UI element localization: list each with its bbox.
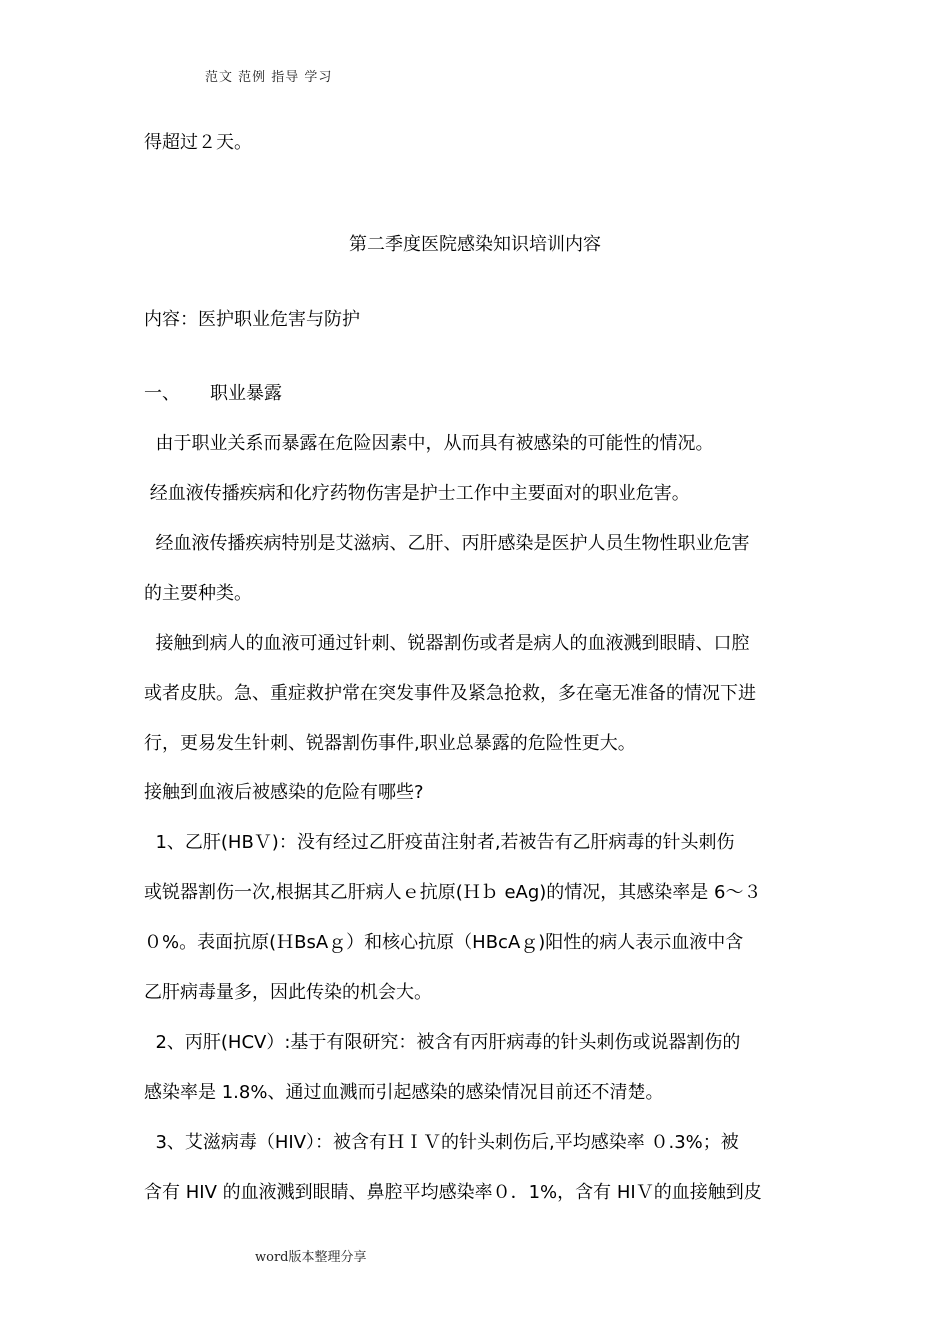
paragraph-line: 3、艾滋病毒（HIV）：被含有ＨＩＶ的针头刺伤后,平均感染率 ０.3%；被 — [144, 1132, 739, 1153]
content-line: 内容：医护职业危害与防护 — [144, 309, 360, 330]
paragraph-line: 经血液传播疾病特别是艾滋病、乙肝、丙肝感染是医护人员生物性职业危害 — [144, 533, 750, 554]
paragraph-line: 由于职业关系而暴露在危险因素中，从而具有被感染的可能性的情况。 — [144, 433, 714, 454]
paragraph-line: 或锐器割伤一次,根据其乙肝病人ｅ抗原(Ｈｂ eAg)的情况，其感染率是 6～３ — [144, 882, 762, 903]
paragraph-line: 接触到病人的血液可通过针刺、锐器割伤或者是病人的血液溅到眼睛、口腔 — [144, 633, 750, 654]
page-header: 范文 范例 指导 学习 — [205, 70, 333, 85]
paragraph-line: 乙肝病毒量多，因此传染的机会大。 — [144, 982, 432, 1003]
paragraph-line: 含有 HIV 的血液溅到眼睛、鼻腔平均感染率０．1%，含有 HIＶ的血接触到皮 — [144, 1182, 762, 1203]
paragraph-line: 或者皮肤。急、重症救护常在突发事件及紧急抢救，多在毫无准备的情况下进 — [144, 683, 756, 704]
paragraph-line: 行，更易发生针刺、锐器割伤事件,职业总暴露的危险性更大。 — [144, 733, 636, 754]
paragraph-line: 2、丙肝(HCV）:基于有限研究：被含有丙肝病毒的针头刺伤或说器割伤的 — [144, 1032, 741, 1053]
section-number: 一、 — [144, 383, 180, 404]
previous-page-tail: 得超过２天。 — [144, 132, 252, 153]
paragraph-line: 的主要种类。 — [144, 583, 252, 604]
section-title: 职业暴露 — [210, 383, 282, 404]
paragraph-line: 感染率是 1.8%、通过血溅而引起感染的感染情况目前还不清楚。 — [144, 1082, 664, 1103]
paragraph-line: 1、乙肝(HBＶ)：没有经过乙肝疫苗注射者,若被告有乙肝病毒的针头刺伤 — [144, 832, 735, 853]
question-line: 接触到血液后被感染的危险有哪些? — [144, 782, 424, 803]
document-title: 第二季度医院感染知识培训内容 — [349, 234, 601, 255]
paragraph-line: ０%。表面抗原(ＨBsAｇ）和核心抗原（HBcAｇ)阳性的病人表示血液中含 — [144, 932, 744, 953]
page-footer: word版本整理分享 — [255, 1250, 367, 1265]
paragraph-line: 经血液传播疾病和化疗药物伤害是护士工作中主要面对的职业危害。 — [144, 483, 690, 504]
